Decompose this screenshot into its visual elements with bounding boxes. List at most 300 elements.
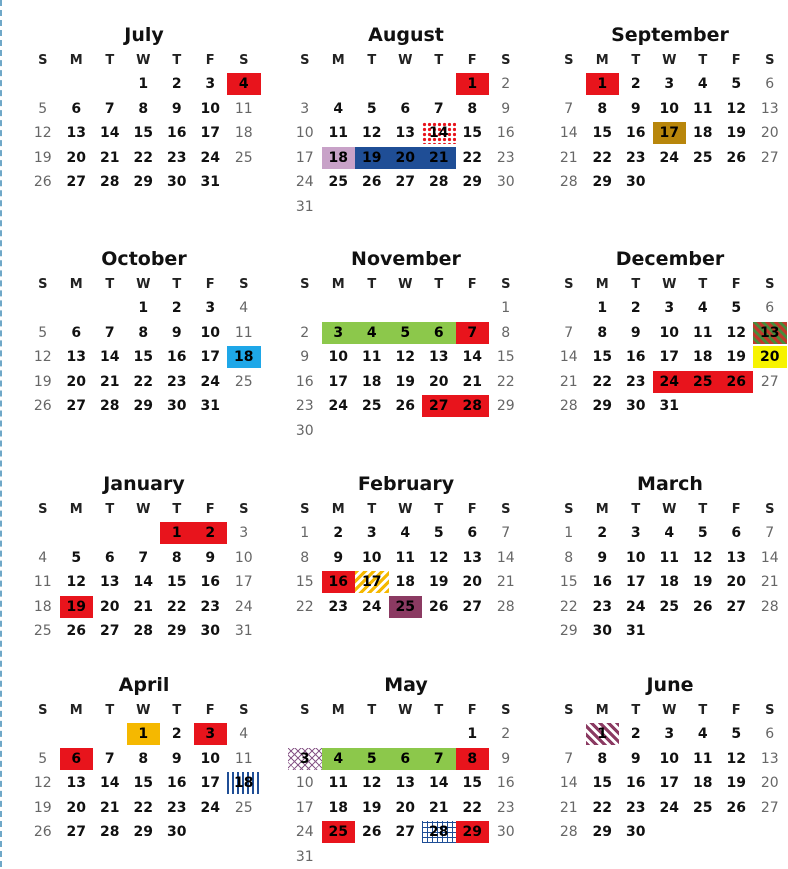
empty-cell [288,73,322,95]
week-row [288,747,524,772]
empty-cell [753,620,787,642]
weekday-label: F [456,50,490,72]
highlighted-day: 27 [422,395,456,417]
day-cell: 27 [93,620,127,642]
day-cell: 21 [753,571,787,593]
day-cell: 26 [26,395,60,417]
day-cell: 22 [456,147,490,169]
day-cell: 2 [489,73,523,95]
day-cell: 1 [456,723,490,745]
day-cell: 22 [127,147,161,169]
month-title: September [552,22,788,48]
day-cell: 11 [686,98,720,120]
day-cell: 5 [720,723,754,745]
weekday-label: S [552,499,586,521]
day-cell: 8 [456,98,490,120]
weekday-label: T [422,499,456,521]
day-cell: 6 [753,297,787,319]
day-cell: 20 [456,571,490,593]
month-title: January [26,471,262,497]
day-cell: 7 [552,322,586,344]
day-cell: 28 [489,596,523,618]
week-row [26,146,262,171]
empty-cell [753,821,787,843]
week-row [26,321,262,346]
day-cell: 24 [653,147,687,169]
day-cell: 24 [227,596,261,618]
day-cell: 9 [619,322,653,344]
weekday-label: F [194,499,228,521]
day-cell: 3 [194,297,228,319]
empty-cell [753,395,787,417]
week-row [288,771,524,796]
day-cell: 25 [26,620,60,642]
day-cell: 20 [60,147,94,169]
weekday-label: T [93,274,127,296]
day-cell: 22 [586,797,620,819]
day-cell: 2 [160,723,194,745]
month-january [26,471,262,644]
highlighted-day: 25 [686,371,720,393]
month-title: February [288,471,524,497]
day-cell: 20 [93,596,127,618]
empty-cell [389,196,423,218]
week-row [26,546,262,571]
day-cell: 5 [686,522,720,544]
day-cell: 9 [322,547,356,569]
day-cell: 8 [127,748,161,770]
day-cell: 6 [60,322,94,344]
empty-cell [653,620,687,642]
empty-cell [355,846,389,868]
day-cell: 19 [26,147,60,169]
day-cell: 2 [160,297,194,319]
day-cell: 22 [552,596,586,618]
day-cell: 12 [422,547,456,569]
highlighted-day: 1 [127,723,161,745]
day-cell: 4 [227,297,261,319]
day-cell: 8 [586,98,620,120]
day-cell: 16 [160,346,194,368]
empty-cell [288,297,322,319]
day-cell: 3 [653,723,687,745]
day-cell: 15 [489,346,523,368]
day-cell: 13 [753,748,787,770]
empty-cell [322,846,356,868]
day-cell: 17 [194,772,228,794]
day-cell: 12 [26,772,60,794]
day-cell: 9 [194,547,228,569]
week-row [288,195,524,220]
empty-cell [389,723,423,745]
empty-cell [422,297,456,319]
day-cell: 30 [288,420,322,442]
weekday-label: W [127,700,161,722]
month-december [552,246,788,419]
day-cell: 7 [93,98,127,120]
day-cell: 5 [720,297,754,319]
day-cell: 28 [552,821,586,843]
day-cell: 24 [619,596,653,618]
day-cell: 9 [160,322,194,344]
week-row [288,146,524,171]
day-cell: 15 [586,346,620,368]
day-cell: 31 [194,395,228,417]
month-february [288,471,524,619]
day-cell: 14 [93,122,127,144]
weekday-label: S [489,499,523,521]
highlighted-day: 18 [227,772,261,794]
weekday-label: S [26,499,60,521]
weekday-header [288,50,524,72]
day-cell: 27 [753,147,787,169]
weekday-label: M [586,274,620,296]
day-cell: 5 [26,98,60,120]
day-cell: 3 [194,73,228,95]
day-cell: 14 [552,772,586,794]
month-may [288,672,524,869]
week-row [552,722,788,747]
day-cell: 19 [720,122,754,144]
day-cell: 8 [586,748,620,770]
day-cell: 3 [619,522,653,544]
highlighted-day: 4 [322,748,356,770]
day-cell: 27 [753,371,787,393]
weekday-label: T [422,50,456,72]
day-cell: 25 [227,797,261,819]
highlighted-day: 18 [322,147,356,169]
weekday-header [552,274,788,296]
day-cell: 12 [720,98,754,120]
week-row [552,370,788,395]
day-cell: 4 [26,547,60,569]
weekday-header [26,50,262,72]
highlighted-day: 1 [160,522,194,544]
week-row [288,394,524,419]
weekday-label: S [288,50,322,72]
week-row [288,72,524,97]
day-cell: 11 [322,772,356,794]
week-row [26,121,262,146]
day-cell: 15 [127,122,161,144]
day-cell: 4 [686,723,720,745]
day-cell: 15 [288,571,322,593]
weekday-label: T [93,700,127,722]
month-june [552,672,788,845]
day-cell: 18 [686,772,720,794]
day-cell: 17 [194,346,228,368]
day-cell: 10 [355,547,389,569]
weekday-label: M [60,50,94,72]
weekday-label: S [753,700,787,722]
weekday-label: S [552,700,586,722]
day-cell: 19 [26,371,60,393]
day-cell: 28 [552,395,586,417]
day-cell: 23 [619,371,653,393]
day-cell: 5 [26,322,60,344]
day-cell: 11 [653,547,687,569]
day-cell: 7 [552,748,586,770]
day-cell: 26 [26,821,60,843]
empty-cell [422,73,456,95]
day-cell: 10 [653,322,687,344]
weekday-label: W [389,50,423,72]
day-cell: 13 [60,346,94,368]
weekday-label: S [227,499,261,521]
day-cell: 10 [322,346,356,368]
week-row [288,521,524,546]
day-cell: 26 [60,620,94,642]
day-cell: 7 [93,322,127,344]
weekday-label: M [60,499,94,521]
day-cell: 26 [720,147,754,169]
week-row [552,121,788,146]
day-cell: 26 [422,596,456,618]
day-cell: 18 [653,571,687,593]
day-cell: 7 [753,522,787,544]
day-cell: 25 [322,171,356,193]
day-cell: 28 [127,620,161,642]
day-cell: 20 [60,371,94,393]
day-cell: 2 [160,73,194,95]
highlighted-day: 17 [355,571,389,593]
day-cell: 6 [60,98,94,120]
day-cell: 4 [653,522,687,544]
day-cell: 5 [422,522,456,544]
day-cell: 24 [194,147,228,169]
day-cell: 6 [753,723,787,745]
empty-cell [389,420,423,442]
weekday-label: T [160,700,194,722]
weekday-label: W [127,499,161,521]
day-cell: 19 [389,371,423,393]
day-cell: 15 [552,571,586,593]
day-cell: 31 [288,846,322,868]
day-cell: 21 [489,571,523,593]
day-cell: 11 [322,122,356,144]
weekday-label: S [288,700,322,722]
weekday-label: T [160,499,194,521]
weekday-label: M [322,274,356,296]
weekday-label: S [288,499,322,521]
day-cell: 22 [456,797,490,819]
weekday-label: S [288,274,322,296]
month-november [288,246,524,443]
weekday-label: M [586,700,620,722]
weekday-label: M [322,50,356,72]
week-row [552,72,788,97]
day-cell: 14 [489,547,523,569]
highlighted-day: 19 [60,596,94,618]
weekday-label: F [720,50,754,72]
empty-cell [93,297,127,319]
week-row [26,170,262,195]
highlighted-day: 7 [422,748,456,770]
day-cell: 13 [60,122,94,144]
empty-cell [355,196,389,218]
week-row [552,146,788,171]
day-cell: 25 [686,797,720,819]
day-cell: 12 [26,122,60,144]
weekday-label: S [489,274,523,296]
weekday-header [288,700,524,722]
week-row [288,321,524,346]
week-row [26,521,262,546]
empty-cell [389,297,423,319]
day-cell: 14 [127,571,161,593]
empty-cell [456,196,490,218]
day-cell: 15 [586,772,620,794]
day-cell: 7 [422,98,456,120]
empty-cell [227,171,261,193]
day-cell: 4 [389,522,423,544]
day-cell: 22 [586,147,620,169]
day-cell: 4 [686,73,720,95]
empty-cell [389,846,423,868]
highlighted-day: 1 [586,723,620,745]
highlighted-day: 3 [322,322,356,344]
empty-cell [552,723,586,745]
day-cell: 14 [422,772,456,794]
day-cell: 1 [489,297,523,319]
day-cell: 29 [127,395,161,417]
empty-cell [227,395,261,417]
day-cell: 26 [355,821,389,843]
highlighted-day: 7 [456,322,490,344]
day-cell: 2 [322,522,356,544]
day-cell: 27 [60,171,94,193]
day-cell: 12 [720,322,754,344]
day-cell: 22 [489,371,523,393]
day-cell: 18 [686,346,720,368]
day-cell: 18 [686,122,720,144]
week-row [26,747,262,772]
day-cell: 9 [288,346,322,368]
week-row [288,345,524,370]
month-august [288,22,524,219]
weekday-label: T [93,499,127,521]
day-cell: 2 [619,73,653,95]
empty-cell [322,420,356,442]
day-cell: 16 [586,571,620,593]
day-cell: 21 [127,596,161,618]
day-cell: 17 [653,772,687,794]
day-cell: 25 [227,147,261,169]
day-cell: 12 [355,122,389,144]
day-cell: 4 [322,98,356,120]
day-cell: 8 [586,322,620,344]
day-cell: 17 [619,571,653,593]
week-row [288,546,524,571]
month-title: December [552,246,788,272]
day-cell: 23 [288,395,322,417]
day-cell: 18 [389,571,423,593]
weekday-label: M [60,700,94,722]
day-cell: 28 [93,171,127,193]
day-cell: 11 [227,98,261,120]
day-cell: 11 [227,748,261,770]
empty-cell [194,821,228,843]
day-cell: 25 [686,147,720,169]
week-row [552,97,788,122]
day-cell: 9 [160,748,194,770]
day-cell: 29 [586,395,620,417]
day-cell: 28 [552,171,586,193]
day-cell: 8 [552,547,586,569]
week-row [26,370,262,395]
day-cell: 30 [586,620,620,642]
week-row [288,97,524,122]
day-cell: 19 [422,571,456,593]
day-cell: 10 [288,772,322,794]
month-title: July [26,22,262,48]
week-row [288,419,524,444]
weekday-header [552,50,788,72]
weekday-label: M [586,499,620,521]
day-cell: 29 [160,620,194,642]
empty-cell [422,420,456,442]
empty-cell [422,846,456,868]
empty-cell [355,297,389,319]
weekday-label: S [26,50,60,72]
day-cell: 1 [127,73,161,95]
day-cell: 8 [127,98,161,120]
day-cell: 18 [26,596,60,618]
day-cell: 16 [160,122,194,144]
weekday-label: W [127,274,161,296]
weekday-label: M [586,50,620,72]
empty-cell [653,171,687,193]
day-cell: 15 [127,772,161,794]
empty-cell [26,522,60,544]
day-cell: 29 [489,395,523,417]
day-cell: 3 [227,522,261,544]
day-cell: 17 [288,147,322,169]
month-title: November [288,246,524,272]
day-cell: 3 [653,297,687,319]
day-cell: 19 [720,346,754,368]
week-row [288,370,524,395]
weekday-label: S [227,274,261,296]
day-cell: 27 [60,821,94,843]
week-row [26,820,262,845]
highlighted-day: 6 [60,748,94,770]
day-cell: 21 [93,371,127,393]
week-row [552,546,788,571]
weekday-label: W [127,50,161,72]
day-cell: 28 [753,596,787,618]
highlighted-day: 20 [389,147,423,169]
day-cell: 12 [60,571,94,593]
day-cell: 22 [288,596,322,618]
empty-cell [720,620,754,642]
day-cell: 22 [127,371,161,393]
highlighted-day: 20 [753,346,787,368]
day-cell: 24 [194,371,228,393]
empty-cell [322,196,356,218]
day-cell: 27 [389,821,423,843]
highlighted-day: 17 [653,122,687,144]
weekday-label: F [194,274,228,296]
day-cell: 7 [489,522,523,544]
day-cell: 9 [160,98,194,120]
day-cell: 11 [686,322,720,344]
week-row [552,570,788,595]
day-cell: 3 [653,73,687,95]
day-cell: 19 [26,797,60,819]
day-cell: 31 [194,171,228,193]
weekday-header [288,499,524,521]
